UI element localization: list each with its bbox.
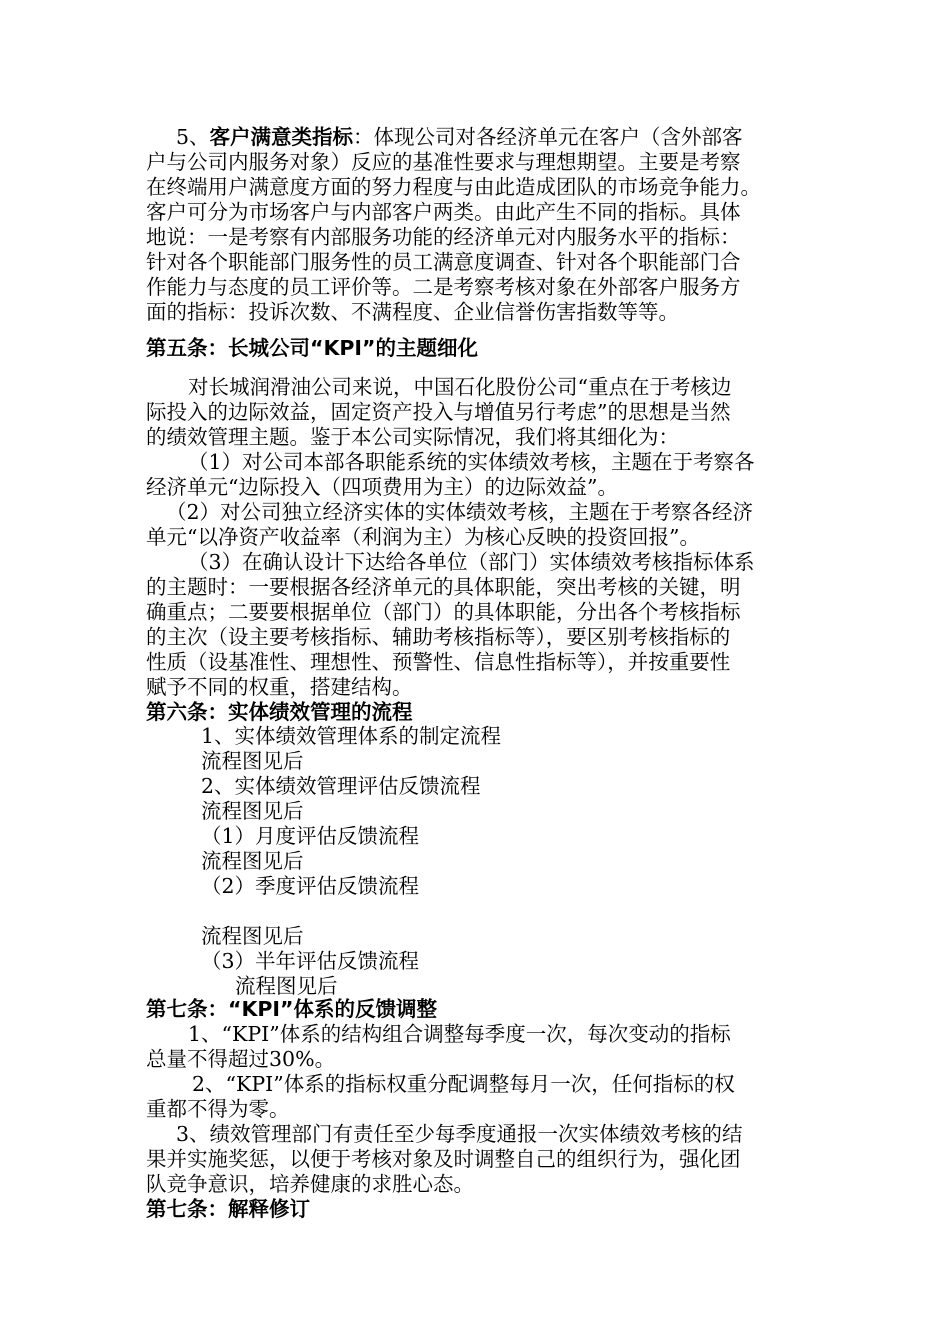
art6-line-3: 2、实体绩效管理评估反馈流程 — [201, 774, 481, 798]
art6-line-7: （2）季度评估反馈流程 — [201, 874, 420, 898]
art6-line-4: 流程图见后 — [201, 799, 304, 823]
art6-line-8: 流程图见后 — [201, 924, 304, 948]
art5-item3-1: （3）在确认设计下达给各单位（部门）实体绩效考核指标体系 — [188, 550, 755, 574]
art6-line-5: （1）月度评估反馈流程 — [201, 824, 420, 848]
art6-line-6: 流程图见后 — [201, 849, 304, 873]
p5-title: 客户满意类指标 — [209, 125, 354, 149]
p5-line-5: 地说：一是考察有内部服务功能的经济单元对内服务水平的指标： — [146, 225, 741, 249]
art5-item2-1: （2）对公司独立经济实体的实体绩效考核，主题在于考察各经济 — [166, 500, 754, 524]
art5-item3-4: 的主次（设主要考核指标、辅助考核指标等），要区别考核指标的 — [146, 625, 731, 649]
art6-line-1: 1、实体绩效管理体系的制定流程 — [201, 724, 502, 748]
p5-line-8: 面的指标：投诉次数、不满程度、企业信誉伤害指数等等。 — [146, 300, 679, 324]
art7-item1-1: 1、“KPI”体系的结构组合调整每季度一次，每次变动的指标 — [188, 1022, 731, 1046]
art5-item3-2: 的主题时：一要根据各经济单元的具体职能，突出考核的关键，明 — [146, 575, 741, 599]
art7-item3-1: 3、绩效管理部门有责任至少每季度通报一次实体绩效考核的结 — [176, 1122, 743, 1146]
art5-item3-6: 赋予不同的权重，搭建结构。 — [146, 675, 413, 699]
art7-item1-2: 总量不得超过30%。 — [146, 1047, 336, 1071]
article-7-heading: 第七条：“KPI”体系的反馈调整 — [146, 997, 437, 1021]
p5-number: 5、 — [176, 125, 210, 149]
art7-item2-2: 重都不得为零。 — [146, 1097, 290, 1121]
art5-item2-2: 单元“以净资产收益率（利润为主）为核心反映的投资回报”。 — [146, 525, 700, 549]
art5-item1-1: （1）对公司本部各职能系统的实体绩效考核，主题在于考察各 — [188, 450, 755, 474]
p5-line-4: 客户可分为市场客户与内部客户两类。由此产生不同的指标。具体 — [146, 200, 741, 224]
art5-intro-1: 对长城润滑油公司来说，中国石化股份公司“重点在于考核边 — [188, 375, 732, 399]
art6-line-9: （3）半年评估反馈流程 — [201, 949, 420, 973]
article-5-heading: 第五条：长城公司“KPI”的主题细化 — [146, 336, 478, 360]
art5-item3-3: 确重点；二要要根据单位（部门）的具体职能，分出各个考核指标 — [146, 600, 741, 624]
p5-line-7: 作能力与态度的员工评价等。二是考察考核对象在外部客户服务方 — [146, 275, 741, 299]
art7-item3-2: 果并实施奖惩，以便于考核对象及时调整自己的组织行为，强化团 — [146, 1147, 741, 1171]
art5-intro-2: 际投入的边际效益，固定资产投入与增值另行考虑”的思想是当然 — [146, 400, 731, 424]
art7-item2-1: 2、“KPI”体系的指标权重分配调整每月一次，任何指标的权 — [192, 1072, 735, 1096]
article-6-heading: 第六条：实体绩效管理的流程 — [146, 700, 413, 724]
p5-line-6: 针对各个职能部门服务性的员工满意度调查、针对各个职能部门合 — [146, 250, 741, 274]
art5-intro-3: 的绩效管理主题。鉴于本公司实际情况，我们将其细化为： — [146, 425, 679, 449]
p5-line-2: 户与公司内服务对象）反应的基准性要求与理想期望。主要是考察 — [146, 150, 741, 174]
article-revision-heading: 第七条：解释修订 — [146, 1197, 310, 1221]
p5-text-1: ：体现公司对各经济单元在客户（含外部客 — [353, 125, 743, 149]
art5-item3-5: 性质（设基准性、理想性、预警性、信息性指标等），并按重要性 — [146, 650, 731, 674]
art7-item3-3: 队竞争意识，培养健康的求胜心态。 — [146, 1172, 474, 1196]
art6-line-10: 流程图见后 — [235, 974, 338, 998]
art6-line-2: 流程图见后 — [201, 749, 304, 773]
p5-line-3: 在终端用户满意度方面的努力程度与由此造成团队的市场竞争能力。 — [146, 175, 761, 199]
art5-item1-2: 经济单元“边际投入（四项费用为主）的边际效益”。 — [146, 475, 618, 499]
p5-line-1 — [176, 124, 743, 150]
